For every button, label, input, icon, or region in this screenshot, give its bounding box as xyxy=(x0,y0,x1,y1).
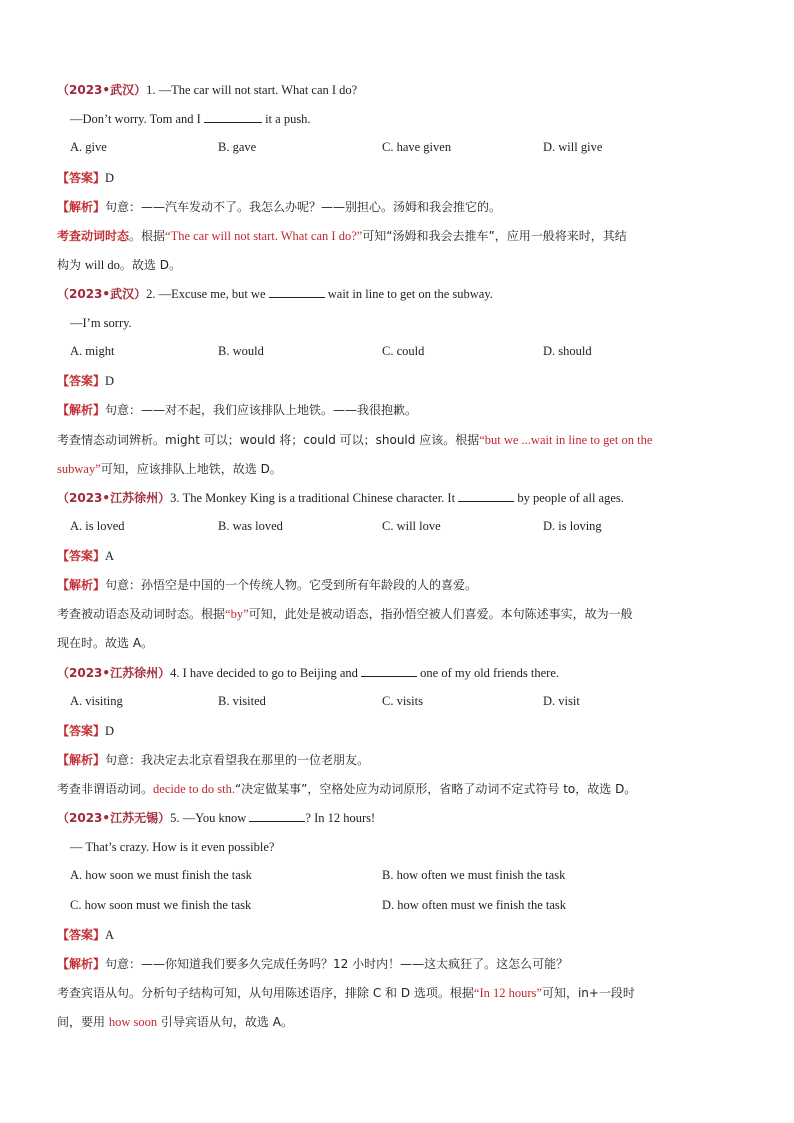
answer-blank xyxy=(361,665,417,677)
note-text: 可知，应该排队上地铁，故选 D。 xyxy=(100,462,282,476)
analysis-translation: 句意：孙悟空是中国的一个传统人物。它受到所有年龄段的人的喜爱。 xyxy=(105,578,478,592)
question-source: （2023•武汉） xyxy=(57,83,147,97)
answer-blank xyxy=(249,810,305,822)
analysis-note-2 xyxy=(57,1014,293,1030)
analysis-line xyxy=(57,402,417,418)
note-text: “决定做某事”，空格处应为动词原形，省略了动词不定式符号 to，故选 D。 xyxy=(234,782,637,796)
note-text: 现在时。故选 A。 xyxy=(57,636,154,650)
answer-line xyxy=(57,927,114,943)
answer-line xyxy=(57,170,114,186)
note-keyword: 考查动词时态 xyxy=(57,229,130,243)
question-source: （2023•江苏无锡） xyxy=(57,811,171,825)
note-text: 引导宾语从句，故选 A。 xyxy=(157,1015,293,1029)
analysis-label: 【解析】 xyxy=(57,200,106,214)
answer-value: D xyxy=(105,724,115,738)
analysis-note-1 xyxy=(57,432,652,448)
analysis-note-1 xyxy=(57,606,633,622)
option-c: C. will love xyxy=(382,519,441,533)
option-a: A. visiting xyxy=(70,694,123,708)
note-quote: “but we ...wait in line to get on the xyxy=(479,433,653,447)
option-b: B. would xyxy=(218,344,264,358)
option-d: D. should xyxy=(543,344,592,358)
analysis-line xyxy=(57,199,501,215)
question-text: ? In 12 hours! xyxy=(305,811,376,825)
option-c: C. could xyxy=(382,344,425,358)
note-text: might 可以；would 将；could 可以；should 应该。根据 xyxy=(165,433,480,447)
option-c: C. have given xyxy=(382,140,452,154)
question-text: 3. The Monkey King is a traditional Chinese character. It xyxy=(170,491,459,505)
option-d: D. is loving xyxy=(543,519,602,533)
dialogue-text: —Don’t worry. Tom and I xyxy=(70,112,204,126)
option-b: B. gave xyxy=(218,140,257,154)
note-text: will do xyxy=(84,258,120,272)
question-text: wait in line to get on the subway. xyxy=(324,287,493,301)
answer-line xyxy=(57,373,114,389)
note-text: 可知，此处是被动语态，指孙悟空被人们喜爱。本句陈述事实，故为一般 xyxy=(248,607,633,621)
question-source: （2023•江苏徐州） xyxy=(57,666,171,680)
answer-value: A xyxy=(105,549,115,563)
question-text: by people of all ages. xyxy=(514,491,624,505)
answer-label: 【答案】 xyxy=(57,171,106,185)
answer-blank xyxy=(269,286,325,298)
analysis-note-2 xyxy=(57,461,282,477)
analysis-line xyxy=(57,956,568,972)
dialogue-text: it a push. xyxy=(261,112,311,126)
answer-blank xyxy=(458,490,514,502)
answer-value: A xyxy=(105,928,115,942)
option-a: A. might xyxy=(70,344,115,358)
note-quote: how soon xyxy=(108,1015,158,1029)
question-3-stem xyxy=(57,490,624,506)
note-text: 考查被动语态及动词时态。根据 xyxy=(57,607,226,621)
answer-blank xyxy=(204,111,262,123)
option-d: D. visit xyxy=(543,694,580,708)
question-4-stem xyxy=(57,665,559,681)
analysis-line xyxy=(57,577,477,593)
question-text: 4. I have decided to go to Beijing and xyxy=(170,666,362,680)
analysis-line xyxy=(57,752,369,768)
answer-label: 【答案】 xyxy=(57,374,106,388)
option-b: B. how often we must finish the task xyxy=(382,868,566,882)
question-1-line2 xyxy=(70,111,311,127)
option-c: C. visits xyxy=(382,694,423,708)
answer-label: 【答案】 xyxy=(57,928,106,942)
option-c: C. how soon must we finish the task xyxy=(70,898,252,912)
note-quote: subway” xyxy=(57,462,101,476)
answer-label: 【答案】 xyxy=(57,549,106,563)
analysis-translation: 句意：——你知道我们要多久完成任务吗？12 小时内！——这太疯狂了。这怎么可能？ xyxy=(105,957,569,971)
option-a: A. give xyxy=(70,140,107,154)
option-a: A. is loved xyxy=(70,519,125,533)
analysis-note-2 xyxy=(57,635,153,651)
question-text: 1. —The car will not start. What can I do? xyxy=(146,83,358,97)
note-text: 考查非谓语动词。 xyxy=(57,782,154,796)
analysis-label: 【解析】 xyxy=(57,753,106,767)
answer-label: 【答案】 xyxy=(57,724,106,738)
option-b: B. was loved xyxy=(218,519,283,533)
analysis-note-1 xyxy=(57,781,636,797)
analysis-label: 【解析】 xyxy=(57,403,106,417)
option-a: A. how soon we must finish the task xyxy=(70,868,252,882)
analysis-translation: 句意：——对不起，我们应该排队上地铁。——我很抱歉。 xyxy=(105,403,418,417)
question-text: 2. —Excuse me, but we xyxy=(146,287,269,301)
note-quote: “In 12 hours” xyxy=(473,986,542,1000)
note-text: 构为 xyxy=(57,258,85,272)
note-quote: “by” xyxy=(225,607,249,621)
note-quote: “The car will not start. What can I do?” xyxy=(165,229,363,243)
question-text: 5. —You know xyxy=(170,811,250,825)
analysis-label: 【解析】 xyxy=(57,957,106,971)
answer-value: D xyxy=(105,171,115,185)
note-text: 。故选 D。 xyxy=(119,258,181,272)
analysis-translation: 句意：——汽车发动不了。我怎么办呢？——别担心。汤姆和我会推它的。 xyxy=(105,200,502,214)
question-5-line2: — That’s crazy. How is it even possible? xyxy=(70,840,275,854)
analysis-note-1 xyxy=(57,228,627,244)
answer-value: D xyxy=(105,374,115,388)
question-5-stem xyxy=(57,810,375,826)
analysis-label: 【解析】 xyxy=(57,578,106,592)
note-quote: decide to do sth. xyxy=(153,782,235,796)
question-2-line2: —I’m sorry. xyxy=(70,316,132,330)
note-text: 。根据 xyxy=(129,229,166,243)
question-2-stem xyxy=(57,286,493,302)
analysis-note-1 xyxy=(57,985,635,1001)
question-source: （2023•江苏徐州） xyxy=(57,491,171,505)
answer-line xyxy=(57,548,114,564)
note-text: 考查情态动词辨析。 xyxy=(57,433,166,447)
question-source: （2023•武汉） xyxy=(57,287,147,301)
answer-line xyxy=(57,723,114,739)
option-b: B. visited xyxy=(218,694,266,708)
question-text: one of my old friends there. xyxy=(417,666,559,680)
note-text: 可知“汤姆和我会去推车”，应用一般将来时，其结 xyxy=(362,229,627,243)
analysis-note-2 xyxy=(57,257,181,273)
question-1-stem xyxy=(57,82,357,98)
option-d: D. will give xyxy=(543,140,603,154)
note-text: 考查宾语从句。分析句子结构可知，从句用陈述语序，排除 C 和 D 选项。根据 xyxy=(57,986,474,1000)
note-text: 可知，in+一段时 xyxy=(541,986,635,1000)
analysis-translation: 句意：我决定去北京看望我在那里的一位老朋友。 xyxy=(105,753,370,767)
option-d: D. how often must we finish the task xyxy=(382,898,567,912)
note-text: 间，要用 xyxy=(57,1015,109,1029)
